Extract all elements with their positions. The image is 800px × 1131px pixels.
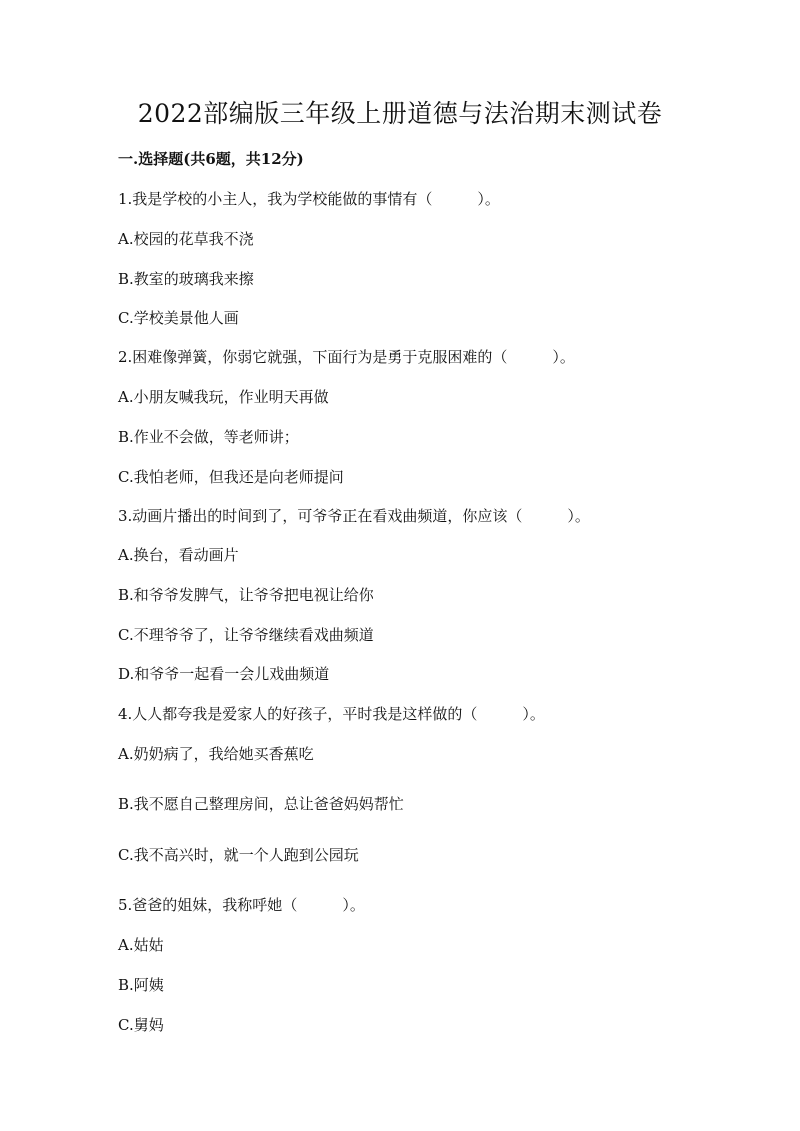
question-1-stem: 1.我是学校的小主人，我为学校能做的事情有（ ）。 [118, 190, 500, 208]
question-3-option-d: D.和爷爷一起看一会儿戏曲频道 [118, 665, 330, 683]
question-1-option-b: B.教室的玻璃我来擦 [118, 270, 254, 288]
question-2-stem: 2.困难像弹簧，你弱它就强，下面行为是勇于克服困难的（ ）。 [118, 348, 575, 366]
question-4-option-b: B.我不愿自己整理房间，总让爸爸妈妈帮忙 [118, 795, 404, 813]
question-5-option-a: A.姑姑 [118, 936, 164, 954]
question-2-option-a: A.小朋友喊我玩，作业明天再做 [118, 388, 329, 406]
question-5-option-b: B.阿姨 [118, 976, 164, 994]
question-3-option-b: B.和爷爷发脾气，让爷爷把电视让给你 [118, 586, 374, 604]
document-title: 2022部编版三年级上册道德与法治期末测试卷 [137, 99, 663, 128]
question-2-option-b: B.作业不会做，等老师讲； [118, 428, 299, 446]
question-5-option-c: C.舅妈 [118, 1016, 164, 1034]
question-1-option-a: A.校园的花草我不浇 [118, 230, 254, 248]
question-4-option-c: C.我不高兴时，就一个人跑到公园玩 [118, 846, 359, 864]
question-3-option-c: C.不理爷爷了，让爷爷继续看戏曲频道 [118, 626, 374, 644]
question-4-stem: 4.人人都夸我是爱家人的好孩子，平时我是这样做的（ ）。 [118, 705, 545, 723]
question-3-option-a: A.换台，看动画片 [118, 546, 239, 564]
question-3-stem: 3.动画片播出的时间到了，可爷爷正在看戏曲频道，你应该（ ）。 [118, 507, 590, 525]
question-2-option-c: C.我怕老师，但我还是向老师提问 [118, 468, 344, 486]
question-1-option-c: C.学校美景他人画 [118, 309, 239, 327]
question-4-option-a: A.奶奶病了，我给她买香蕉吃 [118, 745, 314, 763]
section-heading: 一.选择题(共6题，共12分) [118, 150, 304, 168]
question-5-stem: 5.爸爸的姐妹，我称呼她（ ）。 [118, 896, 365, 914]
